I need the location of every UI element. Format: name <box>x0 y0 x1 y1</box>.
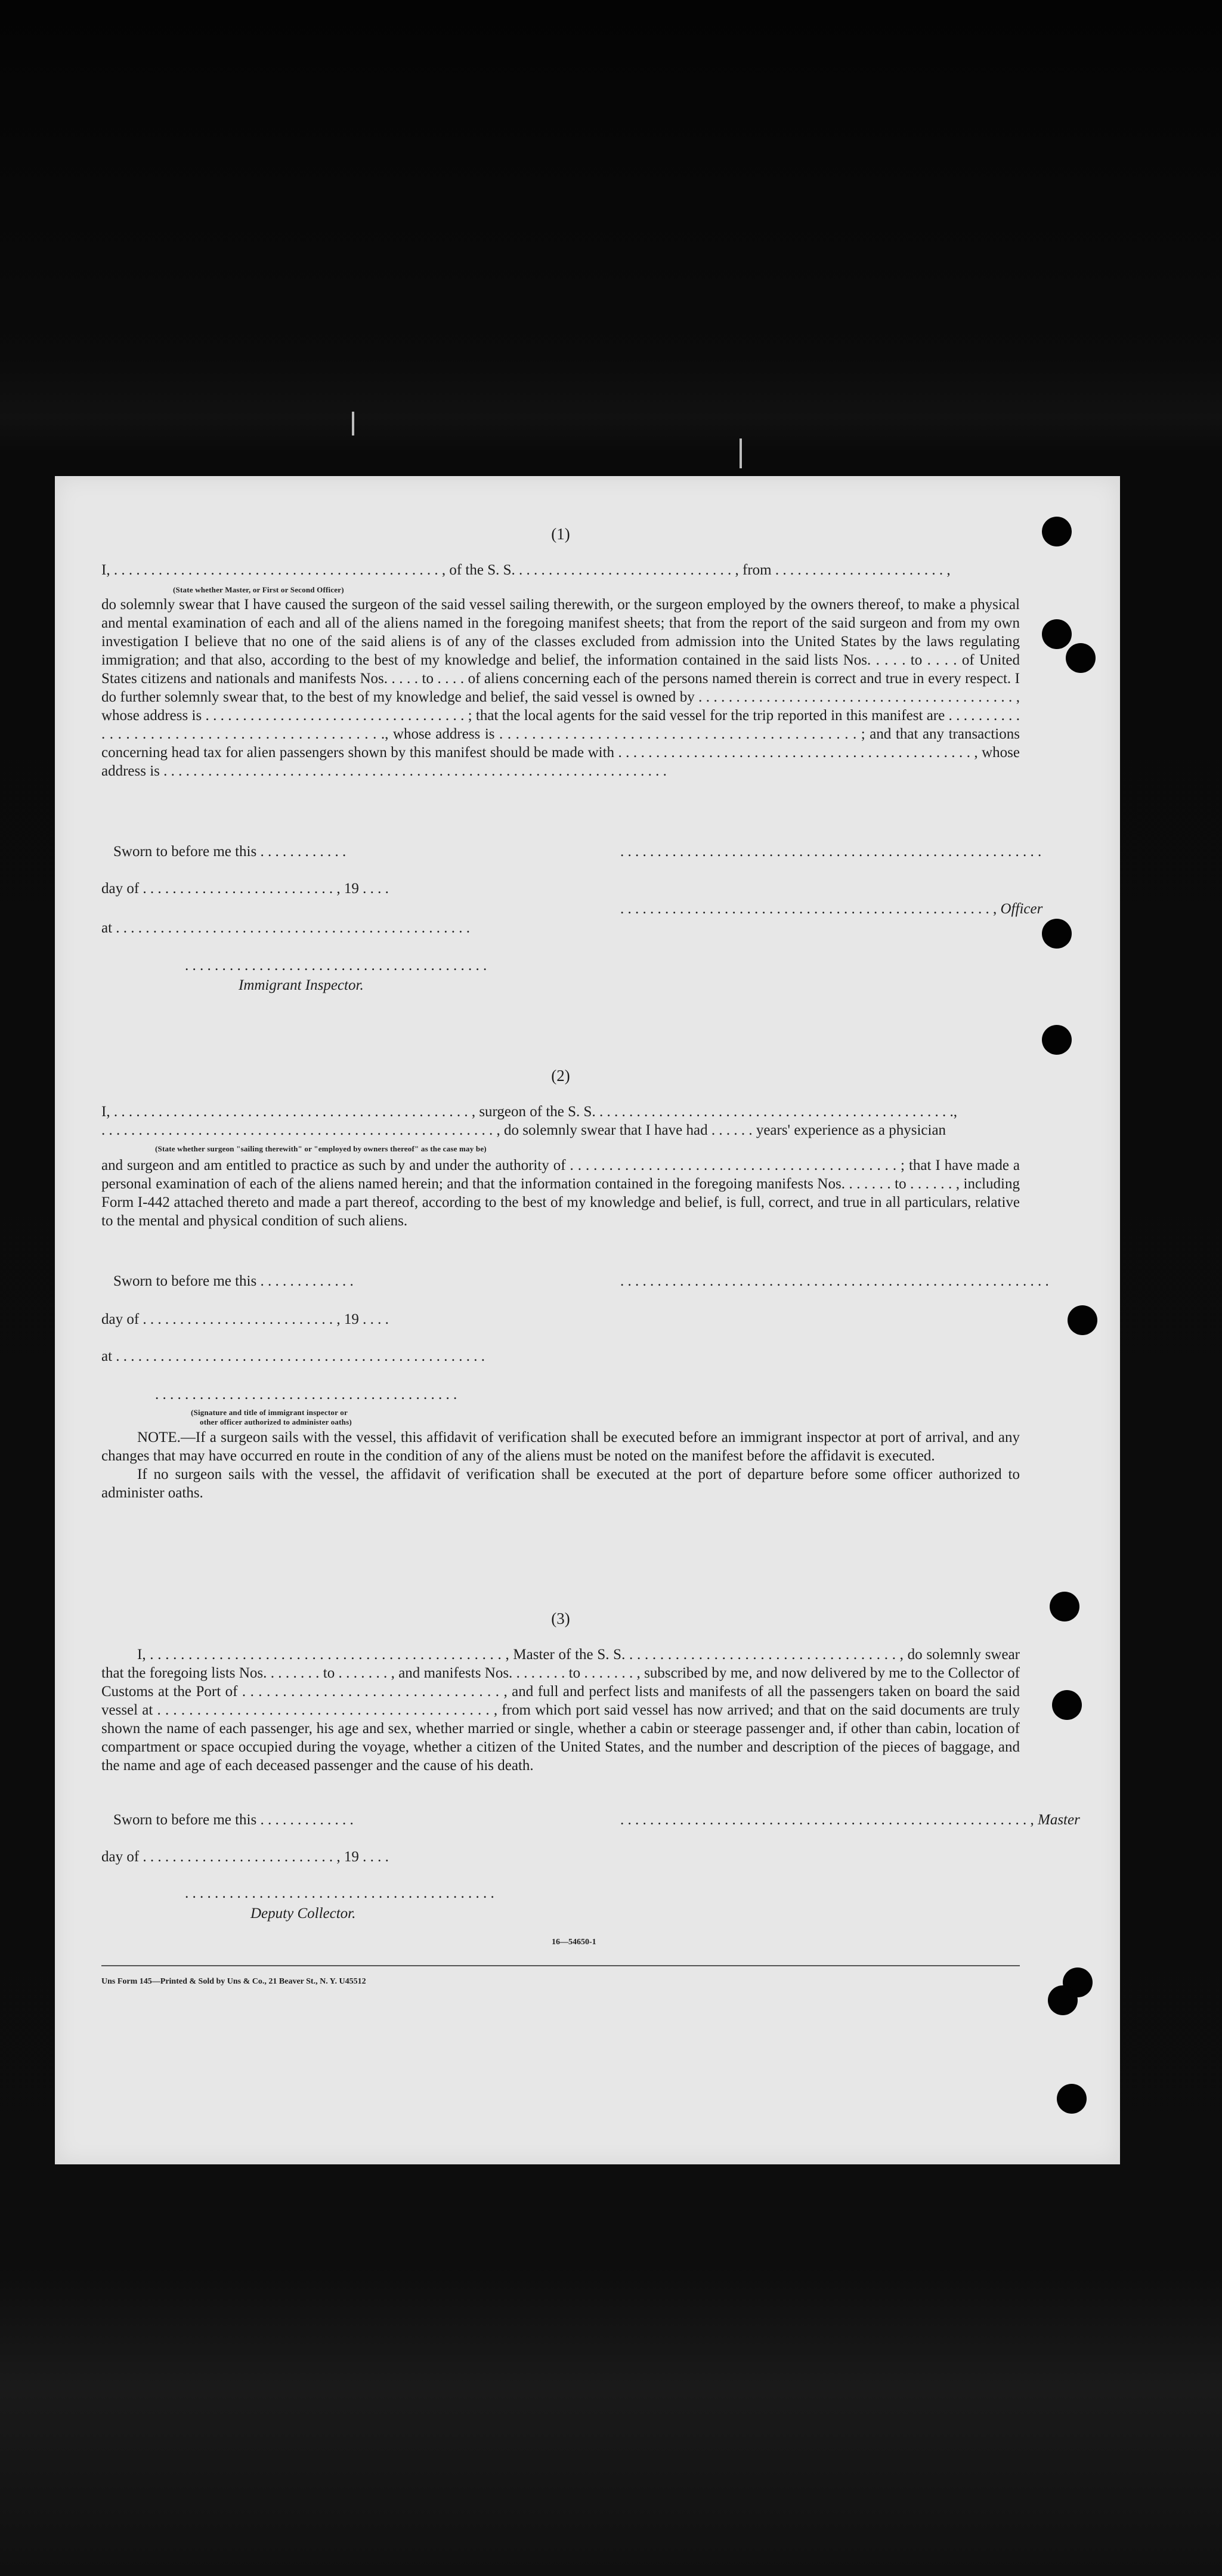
section-2-second-line: . . . . . . . . . . . . . . . . . . . . . . . . . . . . . . . . . . . . . . . . . . . . . . . . . . . . . , do solemnly swear that I have had . . . . . . years' experience as a physician <box>101 1122 946 1138</box>
section-3-number: (3) <box>551 1610 570 1627</box>
section-3-day-line: day of . . . . . . . . . . . . . . . . . . . . . . . . . . , 19 . . . . <box>101 1849 389 1865</box>
section-3-master-title: Master <box>1038 1812 1080 1828</box>
section-2-opening-line: I, . . . . . . . . . . . . . . . . . . . . . . . . . . . . . . . . . . . . . . . . . . . . . . . . , surgeon of the S. S. . . . . . . . . . . . . . . . . . . . . . . . . . . . . . . . . . . . . . . . . . . . . . . . ., <box>101 1104 957 1120</box>
printer-footer: Uns Form 145—Printed & Sold by Uns & Co., 21 Beaver St., N. Y. U45512 <box>101 1977 366 1986</box>
punch-hole <box>1042 919 1072 949</box>
section-2-signature-line: . . . . . . . . . . . . . . . . . . . . . . . . . . . . . . . . . . . . . . . . . <box>155 1386 457 1403</box>
section-3-oath-paragraph: I, . . . . . . . . . . . . . . . . . . . . . . . . . . . . . . . . . . . . . . . . . . . . . . , Master of the S. S. . . . . . . . . . . . . . . . . . . . . . . . . . . . . . . . . . . . , do solemnly swear that the foregoing lists Nos. . . . . . . . to . . . . . . . , and manifests Nos. . . . . . . . to . . . . . . . , subscribed by me, and now delivered by me to the Collector of Customs at the Port of . . . . . . . . . . . . . . . . . . . . . . . . . . . . . . . . , and full and perfect lists and manifests of all the passengers taken on board the said vessel at . . . . . . . . . . . . . . . . . . . . . . . . . . . . . . . . . . . . . . . . . . , from which port said vessel has now arrived; and that on the said documents are truly shown the name of each passenger, his age and sex, whether married or single, whether a cabin or steerage passenger and, if other than cabin, location of compartment or space occupied during the voyage, whether a citizen of the United States, and the number and description of the pieces of baggage, and the name and age of each deceased passenger and the cause of his death. <box>101 1647 1020 1774</box>
section-3-master-line <box>620 1811 1080 1829</box>
section-3-collector-signature-line: . . . . . . . . . . . . . . . . . . . . . . . . . . . . . . . . . . . . . . . . . . <box>185 1885 494 1901</box>
section-1-officer-dots: . . . . . . . . . . . . . . . . . . . . . . . . . . . . . . . . . . . . . . . . . . . . . . . . . . , <box>620 901 1001 917</box>
scan-mark <box>740 438 742 468</box>
section-2-sworn-signature-line: . . . . . . . . . . . . . . . . . . . . . . . . . . . . . . . . . . . . . . . . . . . . . . . . . . . . . . . . . . <box>620 1273 1049 1289</box>
section-2-sworn-line: Sworn to before me this . . . . . . . . . . . . . <box>113 1273 354 1289</box>
section-1-opening-line: I, . . . . . . . . . . . . . . . . . . . . . . . . . . . . . . . . . . . . . . . . . . . . , of the S. S. . . . . . . . . . . . . . . . . . . . . . . . . . . . . . , from . . . . . . . . . . . . . . . . . . . . . . . , <box>101 562 951 578</box>
punch-hole <box>1050 1592 1079 1621</box>
manifest-verification-form <box>55 476 1120 2164</box>
section-3-collector-title: Deputy Collector. <box>250 1905 356 1922</box>
section-2-number: (2) <box>551 1067 570 1085</box>
punch-hole <box>1048 1985 1078 2015</box>
section-1-inspector-title: Immigrant Inspector. <box>239 977 364 993</box>
section-1-rank-note: (State whether Master, or First or Second Officer) <box>173 585 344 594</box>
section-1-sworn-signature-line: . . . . . . . . . . . . . . . . . . . . . . . . . . . . . . . . . . . . . . . . . . . . . . . . . . . . . . . . . <box>620 844 1042 860</box>
section-1-inspector-signature-line: . . . . . . . . . . . . . . . . . . . . . . . . . . . . . . . . . . . . . . . . . <box>185 957 487 974</box>
footer-rule <box>101 1965 1020 1966</box>
section-2-oath-text: and surgeon and am entitled to practice as such by and under the authority of . . . . . . . . . . . . . . . . . . . . . . . . . . . . . . . . . . . . . . . . . . ; that I have made a personal examination of each of the aliens named herein; and that the information contained in the foregoing manifests Nos. . . . . . . to . . . . . . , including Form I-442 attached thereto and made a part thereof, according to the best of my knowledge and belief, is full, correct, and true in all particulars, relative to the mental and physical condition of such aliens. <box>101 1157 1020 1229</box>
form-code: 16—54650-1 <box>552 1938 596 1947</box>
section-2-surgeon-note: (State whether surgeon "sailing therewith" or "employed by owners thereof" as the case may be) <box>155 1144 487 1153</box>
punch-hole <box>1042 619 1072 649</box>
section-1-oath-text: do solemnly swear that I have caused the surgeon of the said vessel sailing therewith, or the surgeon employed by the owners thereof, to make a physical and mental examination of each and all of the aliens named in the foregoing manifest sheets; that from the report of the said surgeon and from my own investigation I believe that no one of the said aliens is of any of the classes excluded from admission into the United States by the laws regulating immigration; and that also, according to the best of my knowledge and belief, the information contained in the said lists Nos. . . . . to . . . . of United States citizens and nationals and manifests Nos. . . . . to . . . . of aliens concerning each of the persons named therein is correct and true in every respect. I do further solemnly swear that, to the best of my knowledge and belief, the said vessel is owned by . . . . . . . . . . . . . . . . . . . . . . . . . . . . . . . . . . . . . . . . . . , whose address is . . . . . . . . . . . . . . . . . . . . . . . . . . . . . . . . . . . ; that the local agents for the said vessel for the trip reported in this manifest are . . . . . . . . . . . . . . . . . . . . . . . . . . . . . . . . . . . . . . . . . . . . ., whose address is . . . . . . . . . . . . . . . . . . . . . . . . . . . . . . . . . . . . . . . . . . . . ; and that any transactions concerning head tax for alien passengers shown by this manifest should be made with . . . . . . . . . . . . . . . . . . . . . . . . . . . . . . . . . . . . . . . . . . . . . . . , whose address is . . . . . . . . . . . . . . . . . . . . . . . . . . . . . . . . . . . . . . . . . . . . . . . . . . . . . . . . . . . . . . . . . . . . <box>101 597 1020 779</box>
punch-hole <box>1052 1690 1082 1720</box>
punch-hole <box>1042 1025 1072 1055</box>
punch-hole <box>1066 643 1096 673</box>
section-3-oath-text <box>101 1645 1020 1775</box>
section-1-officer-title: Officer <box>1000 901 1043 917</box>
section-2-note-paragraph-2: If no surgeon sails with the vessel, the affidavit of verification shall be executed at the port of departure before some officer authorized to administer oaths. <box>101 1466 1020 1501</box>
punch-hole <box>1068 1305 1097 1335</box>
section-3-sworn-line: Sworn to before me this . . . . . . . . . . . . . <box>113 1812 354 1828</box>
scan-mark <box>352 412 354 435</box>
section-2-note <box>101 1428 1020 1502</box>
punch-hole <box>1042 517 1072 546</box>
section-1-number: (1) <box>551 525 570 543</box>
section-2-note-paragraph-1: NOTE.—If a surgeon sails with the vessel, this affidavit of verification shall be executed before an immigrant inspector at port of arrival, and any changes that may have occurred en route in the condition of any of the aliens must be noted on the manifest before the affidavit is executed. <box>101 1429 1020 1464</box>
section-1-at-line: at . . . . . . . . . . . . . . . . . . . . . . . . . . . . . . . . . . . . . . . . . . . . . . . . <box>101 920 471 936</box>
section-2-signature-caption-1: (Signature and title of immigrant inspector or <box>191 1408 348 1417</box>
punch-hole <box>1057 2084 1087 2114</box>
section-1-officer-line <box>620 900 1042 918</box>
section-2-signature-caption-2: other officer authorized to administer oaths) <box>200 1417 352 1426</box>
section-3-master-dots: . . . . . . . . . . . . . . . . . . . . . . . . . . . . . . . . . . . . . . . . . . . . . . . . . . . . . . . , <box>620 1812 1038 1828</box>
section-1-sworn-line: Sworn to before me this . . . . . . . . . . . . <box>113 844 347 860</box>
section-2-day-line: day of . . . . . . . . . . . . . . . . . . . . . . . . . . , 19 . . . . <box>101 1311 389 1327</box>
section-1-day-line: day of . . . . . . . . . . . . . . . . . . . . . . . . . . , 19 . . . . <box>101 881 389 897</box>
section-2-at-line: at . . . . . . . . . . . . . . . . . . . . . . . . . . . . . . . . . . . . . . . . . . . . . . . . . . <box>101 1348 485 1364</box>
